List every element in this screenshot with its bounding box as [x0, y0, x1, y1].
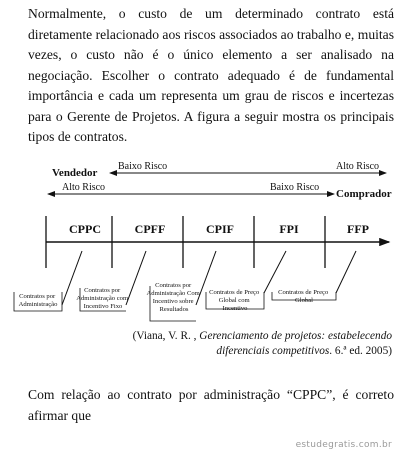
buyer-label: Comprador [336, 188, 392, 200]
contract-desc-cpff: Contratos por Administração com Incentivo Fixo [76, 287, 129, 310]
seller-high-risk-label: Alto Risco [336, 161, 380, 172]
seller-label: Vendedor [52, 167, 98, 179]
buyer-high-risk-label: Alto Risco [62, 182, 106, 193]
figure-citation [120, 329, 392, 359]
site-watermark: estudegratis.com.br [295, 440, 392, 450]
contract-code-ffp: FFP [347, 222, 369, 236]
intro-paragraph: Normalmente, o custo de um determinado contrato está diretamente relacionado aos riscos associados ao trabalho e, muitas vezes, o custo não é o único elemento a ser analisado na negociação. Escolher o contrato adequado é de fundamental importância e cada um representa um grau de riscos e incertezas para o Gerente de Projetos. A figura a seguir mostra os principais tipos de contratos. [28, 6, 394, 144]
contract-code-fpi: FPI [279, 222, 299, 236]
contract-desc-ffp: Contratos de Preço Global [278, 289, 329, 304]
contract-code-cpif: CPIF [206, 222, 234, 236]
question-text: Com relação ao contrato por administração “CPPC”, é correto afirmar que [28, 387, 394, 423]
citation-title: Gerenciamento de projetos: estabelecendo diferenciais competitivos [199, 330, 392, 357]
contract-types-figure [0, 155, 400, 330]
contract-code-cpff: CPFF [134, 222, 166, 236]
contract-desc-fpi: Contratos de Preço Global com Incentivo [209, 289, 260, 312]
seller-low-risk-label: Baixo Risco [118, 161, 168, 172]
citation-prefix: (Viana, V. R. , [132, 330, 200, 342]
contract-desc-cppc: Contratos por Administração [18, 293, 58, 308]
contract-code-cppc: CPPC [69, 222, 101, 236]
citation-suffix: . 6.ª ed. 2005) [329, 345, 392, 357]
buyer-low-risk-label: Baixo Risco [270, 182, 320, 193]
contract-desc-cpif: Contratos por Administração Com Incentivo sobre Resultados [146, 282, 200, 313]
